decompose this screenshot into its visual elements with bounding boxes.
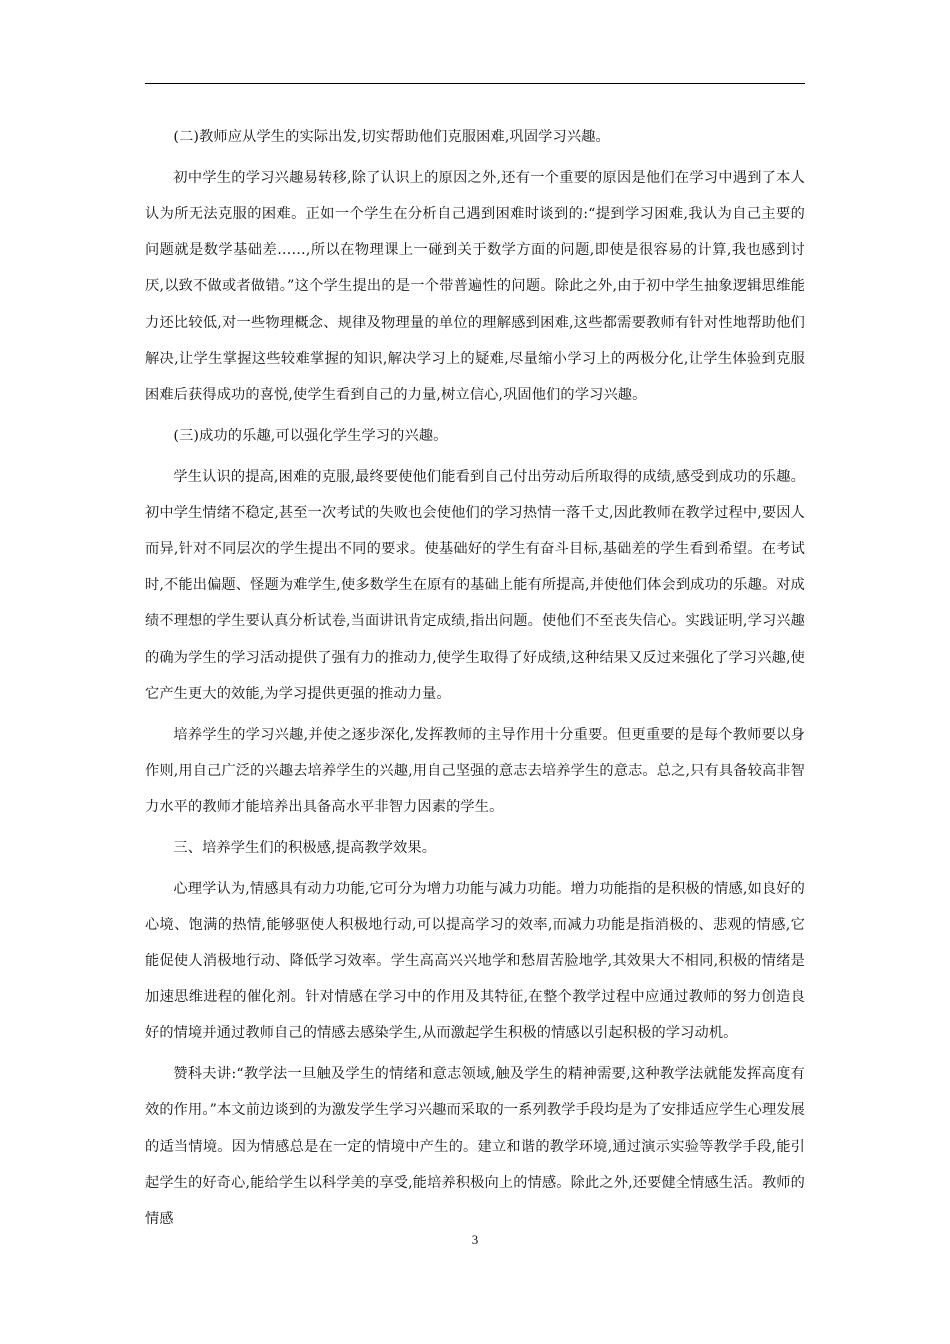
header-rule	[145, 83, 805, 84]
paragraph: 心理学认为,情感具有动力功能,它可分为增力功能与减力功能。增力功能指的是积极的情感,如良好的心境、饱满的热情,能够驱使人积极地行动,可以提高学习的效率,而减力功能是指消极的、悲观的情感,它能促使人消极地行动、降低学习效率。学生高高兴兴地学和愁眉苦脸地学,其效果大不相同,积极的情绪是加速思维进程的催化剂。针对情感在学习中的作用及其特征,在整个教学过程中应通过教师的努力创造良好的情境并通过教师自己的情感去感染学生,从而激起学生积极的情感以引起积极的学习动机。	[145, 880, 805, 1042]
section-heading-main-3: 三、培养学生们的积极感,提高教学效果。	[173, 839, 437, 856]
paragraph: 赞科夫讲:“教学法一旦触及学生的情绪和意志领域,触及学生的精神需要,这种教学法就能发挥高度有效的作用。”本文前边谈到的为激发学生学习兴趣而采取的一系列教学手段均是为了安排适应学生心理发展的适当情境。因为情感总是在一定的情境中产生的。建立和谐的教学环境,通过演示实验等教学手段,能引起学生的好奇心,能给学生以科学美的享受,能培养积极向上的情感。除此之外,还要健全情感生活。教师的情感	[145, 1066, 805, 1228]
section-heading-3: (三)成功的乐趣,可以强化学生学习的兴趣。	[173, 427, 448, 444]
page-number: 3	[471, 1232, 479, 1247]
section-heading-2: (二)教师应从学生的实际出发,切实帮助他们克服困难,巩固学习兴趣。	[173, 129, 610, 145]
paragraph: 初中学生的学习兴趣易转移,除了认识上的原因之外,还有一个重要的原因是他们在学习中遇到了本人认为所无法克服的困难。正如一个学生在分析自己遇到困难时谈到的:“提到学习困难,我认为自己主要的问题就是数学基础差……,所以在物理课上一碰到关于数学方面的问题,即使是很容易的计算,我也感到讨厌,以致不做或者做错。”这个学生提出的是一个带普遍性的问题。除此之外,由于初中学生抽象逻辑思维能力还比较低,对一些物理概念、规律及物理量的单位的理解感到困难,这些都需要教师有针对性地帮助他们解决,让学生掌握这些较难掌握的知识,解决学习上的疑难,尽量缩小学习上的两极分化,让学生体验到克服困难后获得成功的喜悦,使学生看到自己的力量,树立信心,巩固他们的学习兴趣。	[145, 169, 805, 404]
paragraph: 学生认识的提高,困难的克服,最终要使他们能看到自己付出劳动后所取得的成绩,感受到成功的乐趣。初中学生情绪不稳定,甚至一次考试的失败也会使他们的学习热情一落千丈,因此教师在教学过程中,要因人而异,针对不同层次的学生提出不同的要求。使基础好的学生有奋斗目标,基础差的学生看到希望。在考试时,不能出偏题、怪题为难学生,使多数学生在原有的基础上能有所提高,并使他们体会到成功的乐趣。对成绩不理想的学生要认真分析试卷,当面讲讯肯定成绩,指出问题。使他们不至丧失信心。实践证明,学习兴趣的确为学生的学习活动提供了强有力的推动力,使学生取得了好成绩,这种结果又反过来强化了学习兴趣,使它产生更大的效能,为学习提供更强的推动力量。	[145, 468, 805, 702]
document-body	[145, 119, 805, 1242]
paragraph: 培养学生的学习兴趣,并使之逐步深化,发挥教师的主导作用十分重要。但更重要的是每个教师要以身作则,用自己广泛的兴趣去培养学生的兴趣,用自己坚强的意志去培养学生的意志。总之,只有具备较高非智力水平的教师才能培养出具备高水平非智力因素的学生。	[145, 726, 805, 816]
